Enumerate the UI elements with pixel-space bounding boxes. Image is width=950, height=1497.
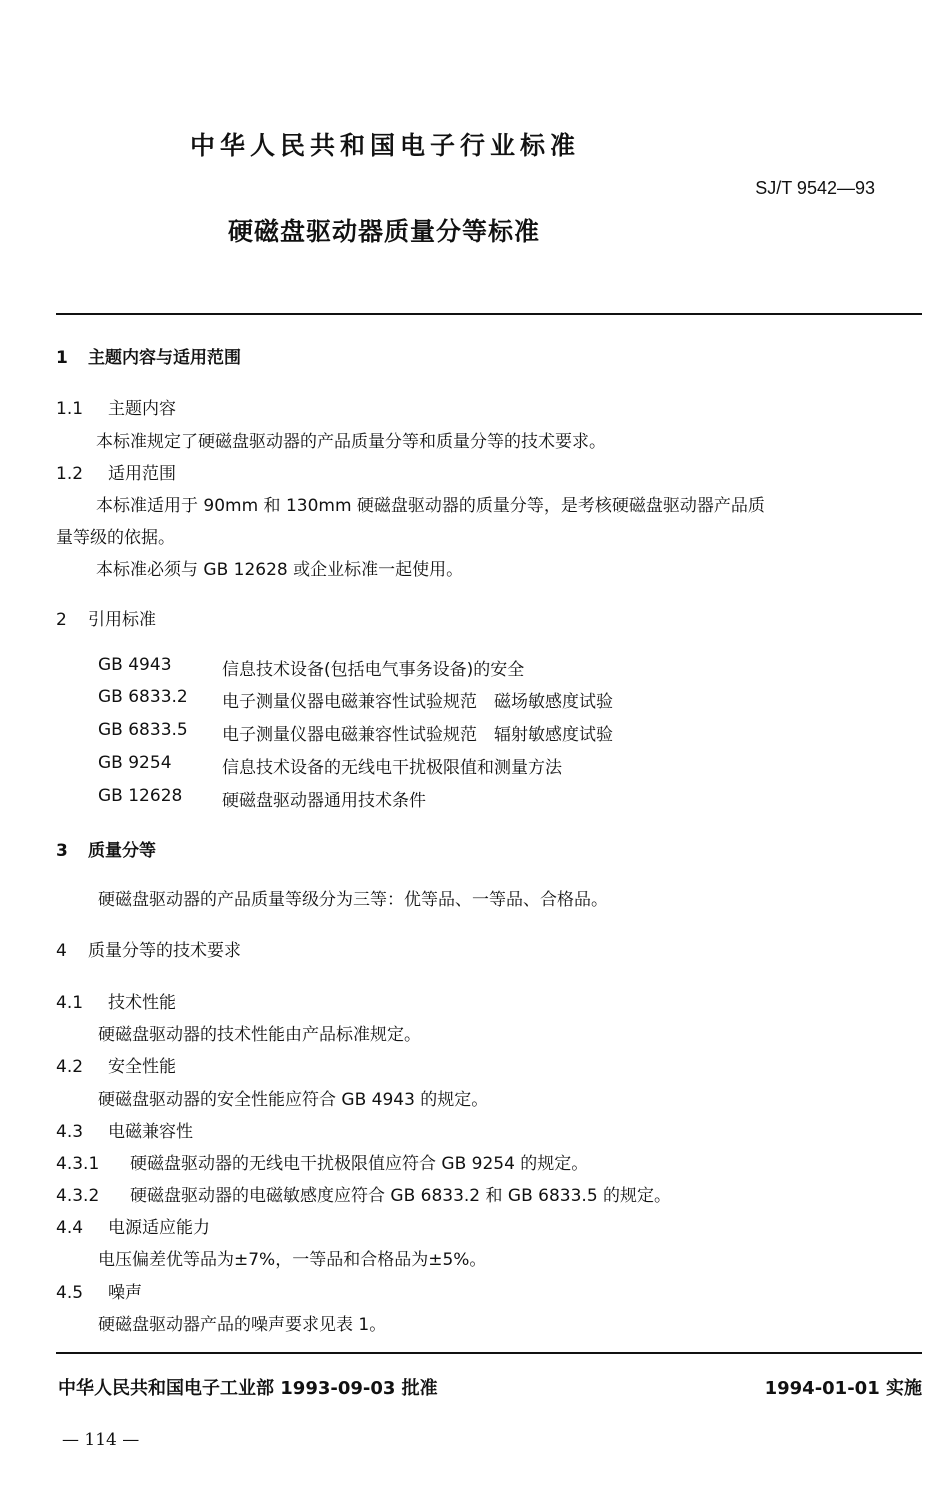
- reference-row: [98, 753, 798, 778]
- section-1-2-paragraph-line1: 本标准适用于 90mm 和 130mm 硬磁盘驱动器的质量分等，是考核硬磁盘驱动器产品质: [96, 496, 765, 516]
- reference-title: 信息技术设备(包括电气事务设备)的安全: [222, 660, 525, 680]
- reference-code: GB 6833.2: [98, 687, 188, 707]
- section-4-2-paragraph: 硬磁盘驱动器的安全性能应符合 GB 4943 的规定。: [98, 1090, 489, 1110]
- section-4-1-heading: 4.1 技术性能: [56, 993, 176, 1013]
- standard-code: SJ/T 9542—93: [755, 178, 875, 198]
- section-4-1-paragraph: 硬磁盘驱动器的技术性能由产品标准规定。: [98, 1025, 421, 1045]
- section-1-2-paragraph-line2: 量等级的依据。: [56, 528, 175, 548]
- reference-row: [98, 655, 798, 680]
- section-2-heading: 2 引用标准: [56, 610, 156, 630]
- section-4-3-2-clause: 4.3.2 硬磁盘驱动器的电磁敏感度应符合 GB 6833.2 和 GB 6833.5 的规定。: [56, 1186, 672, 1206]
- reference-row: [98, 687, 798, 712]
- reference-code: GB 12628: [98, 786, 183, 806]
- section-1-1-heading: 1.1 主题内容: [56, 399, 176, 419]
- bottom-divider: [56, 1352, 922, 1354]
- top-divider: [56, 313, 922, 315]
- section-1-2-paragraph-2: 本标准必须与 GB 12628 或企业标准一起使用。: [96, 560, 464, 580]
- reference-title: 信息技术设备的无线电干扰极限值和测量方法: [222, 758, 562, 778]
- section-4-4-heading: 4.4 电源适应能力: [56, 1218, 210, 1238]
- reference-code: GB 9254: [98, 753, 172, 773]
- reference-row: [98, 720, 798, 745]
- section-4-5-paragraph: 硬磁盘驱动器产品的噪声要求见表 1。: [98, 1315, 387, 1335]
- section-1-1-paragraph: 本标准规定了硬磁盘驱动器的产品质量分等和质量分等的技术要求。: [96, 432, 606, 452]
- section-4-heading: 4 质量分等的技术要求: [56, 941, 241, 961]
- page-number: — 114 —: [62, 1430, 140, 1450]
- reference-title: 硬磁盘驱动器通用技术条件: [222, 791, 426, 811]
- document-title: 硬磁盘驱动器质量分等标准: [228, 217, 541, 246]
- reference-row: [98, 786, 798, 811]
- org-title: 中华人民共和国电子行业标准: [190, 131, 581, 160]
- approval-statement: 中华人民共和国电子工业部 1993-09-03 批准: [58, 1378, 438, 1399]
- reference-code: GB 4943: [98, 655, 172, 675]
- section-3-heading: 3 质量分等: [56, 841, 156, 861]
- reference-title: 电子测量仪器电磁兼容性试验规范 辐射敏感度试验: [222, 725, 613, 745]
- reference-title: 电子测量仪器电磁兼容性试验规范 磁场敏感度试验: [222, 692, 613, 712]
- section-3-paragraph: 硬磁盘驱动器的产品质量等级分为三等：优等品、一等品、合格品。: [98, 890, 608, 910]
- section-4-3-1-clause: 4.3.1 硬磁盘驱动器的无线电干扰极限值应符合 GB 9254 的规定。: [56, 1154, 589, 1174]
- section-1-2-heading: 1.2 适用范围: [56, 464, 176, 484]
- section-4-5-heading: 4.5 噪声: [56, 1283, 142, 1303]
- effective-date: 1994-01-01 实施: [764, 1378, 922, 1399]
- reference-code: GB 6833.5: [98, 720, 188, 740]
- section-1-heading: 1 主题内容与适用范围: [56, 348, 241, 368]
- section-4-4-paragraph: 电压偏差优等品为±7%，一等品和合格品为±5%。: [98, 1250, 487, 1270]
- section-4-2-heading: 4.2 安全性能: [56, 1057, 176, 1077]
- section-4-3-heading: 4.3 电磁兼容性: [56, 1122, 193, 1142]
